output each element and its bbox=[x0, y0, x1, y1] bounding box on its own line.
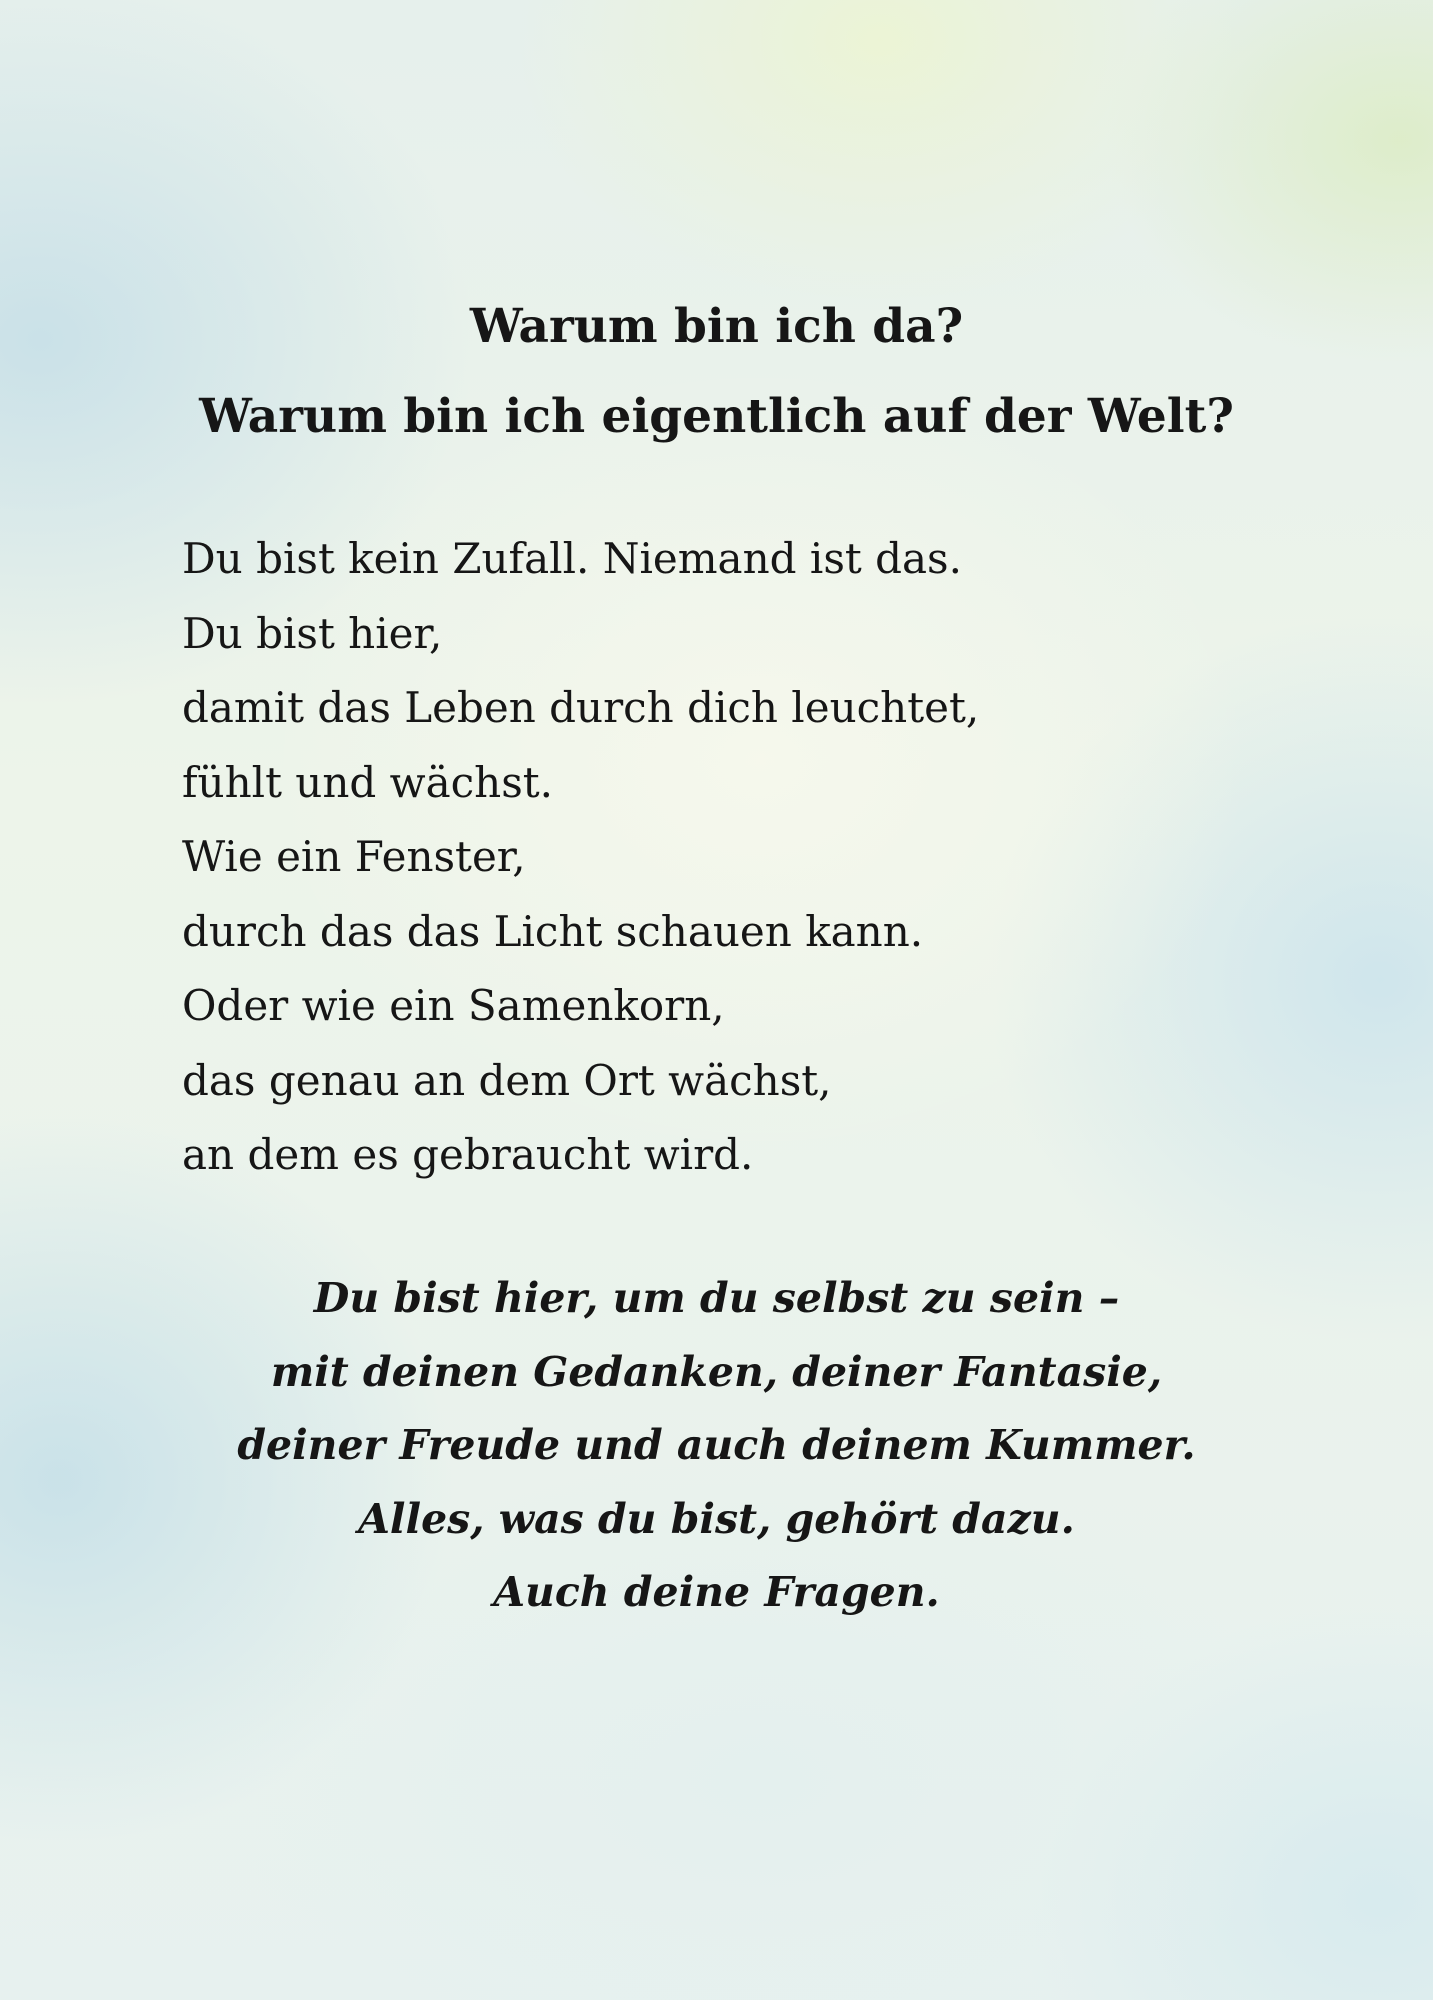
poem-line: Du bist hier, bbox=[182, 608, 443, 658]
heading-line-2: Warum bin ich eigentlich auf der Welt? bbox=[199, 389, 1234, 444]
poem-line: damit das Leben durch dich leuchtet, bbox=[182, 683, 980, 732]
poem-line: an dem es gebraucht wird. bbox=[182, 1130, 754, 1179]
page-heading bbox=[0, 282, 1433, 462]
closing-line: Alles, was du bist, gehört dazu. bbox=[358, 1494, 1075, 1543]
closing-line: deiner Freude und auch deinem Kummer. bbox=[237, 1421, 1196, 1469]
poem-line: Wie ein Fenster, bbox=[182, 832, 526, 881]
closing-line: mit deinen Gedanken, deiner Fantasie, bbox=[270, 1347, 1163, 1396]
poem-body bbox=[182, 522, 1282, 1193]
poem-line: durch das das Licht schauen kann. bbox=[182, 906, 924, 956]
poem-line: Oder wie ein Samenkorn, bbox=[182, 981, 725, 1030]
closing-line: Auch deine Fragen. bbox=[493, 1568, 940, 1616]
closing-line: Du bist hier, um du selbst zu sein – bbox=[313, 1274, 1120, 1322]
poem-line: Du bist kein Zufall. Niemand ist das. bbox=[182, 534, 962, 583]
poem-line: das genau an dem Ort wächst, bbox=[182, 1055, 832, 1105]
heading-line-1: Warum bin ich da? bbox=[469, 299, 964, 354]
poem-line: fühlt und wächst. bbox=[182, 757, 553, 807]
closing-stanza bbox=[0, 1262, 1433, 1630]
